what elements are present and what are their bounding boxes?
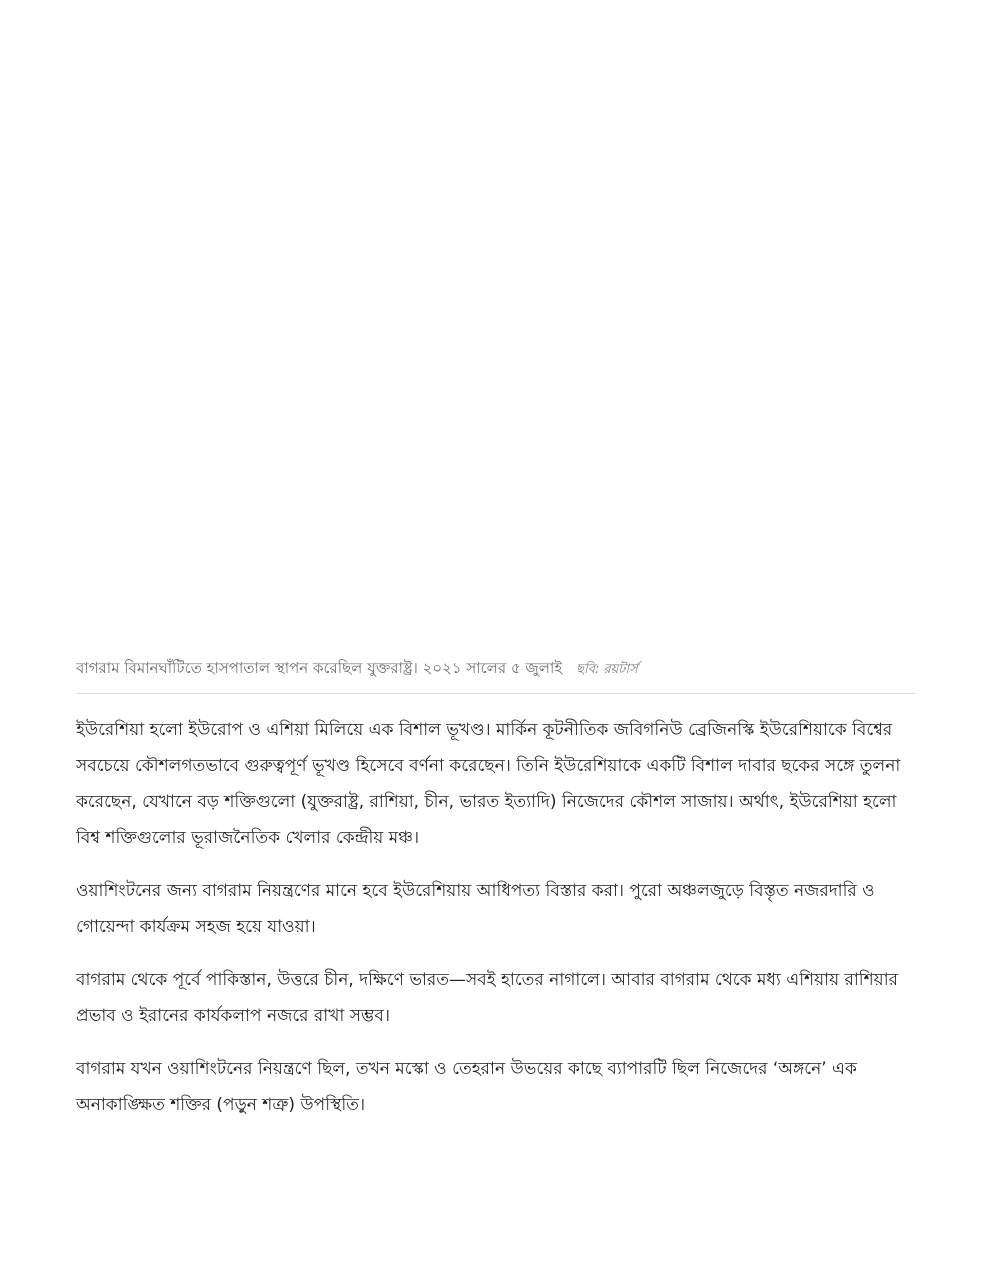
paragraph: ওয়াশিংটনের জন্য বাগরাম নিয়ন্ত্রণের মানে হবে ইউরেশিয়ায় আধিপত্য বিস্তার করা। পুরো অঞ্চলজুড়ে বিস্তৃত নজরদারি ও গোয়েন্দা কার্যক্রম সহজ হয়ে যাওয়া।	[76, 881, 875, 937]
caption-text: বাগরাম বিমানঘাঁটিতে হাসপাতাল স্থাপন করেছিল যুক্তরাষ্ট্র। ২০২১ সালের ৫ জুলাই	[76, 659, 563, 677]
paragraph: ইউরেশিয়া হলো ইউরোপ ও এশিয়া মিলিয়ে এক বিশাল ভূখণ্ড। মার্কিন কূটনীতিক জবিগনিউ ব্রেজিনস্কি ইউরেশিয়াকে বিশ্বের সবচেয়ে কৌশলগতভাবে গুরুত্বপূর্ণ ভূখণ্ড হিসেবে বর্ণনা করেছেন। তিনি ইউরেশিয়াকে একটি বিশাল দাবার ছকের সঙ্গে তুলনা করেছেন, যেখানে বড় শক্তিগুলো (যুক্তরাষ্ট্র, রাশিয়া, চীন, ভারত ইত্যাদি) নিজেদের কৌশল সাজায়। অর্থাৎ, ইউরেশিয়া হলো বিশ্ব শক্তিগুলোর ভূরাজনৈতিক খেলার কেন্দ্রীয় মঞ্চ।	[76, 720, 901, 848]
photo-credit: ছবি: রয়টার্স	[576, 662, 638, 677]
paragraph: বাগরাম যখন ওয়াশিংটনের নিয়ন্ত্রণে ছিল, তখন মস্কো ও তেহরান উভয়ের কাছে ব্যাপারটি ছিল নিজেদের ‘অঙ্গনে’ এক অনাকাঙ্ক্ষিত শক্তির (পড়ুন শত্রু) উপস্থিতি।	[76, 1059, 857, 1115]
article-body	[76, 712, 916, 1140]
caption-divider	[76, 693, 916, 694]
paragraph: বাগরাম থেকে পূর্বে পাকিস্তান, উত্তরে চীন, দক্ষিণে ভারত—সবই হাতের নাগালে। আবার বাগরাম থেকে মধ্য এশিয়ায় রাশিয়ার প্রভাব ও ইরানের কার্যকলাপ নজরে রাখা সম্ভব।	[76, 970, 898, 1026]
image-caption	[76, 657, 916, 681]
